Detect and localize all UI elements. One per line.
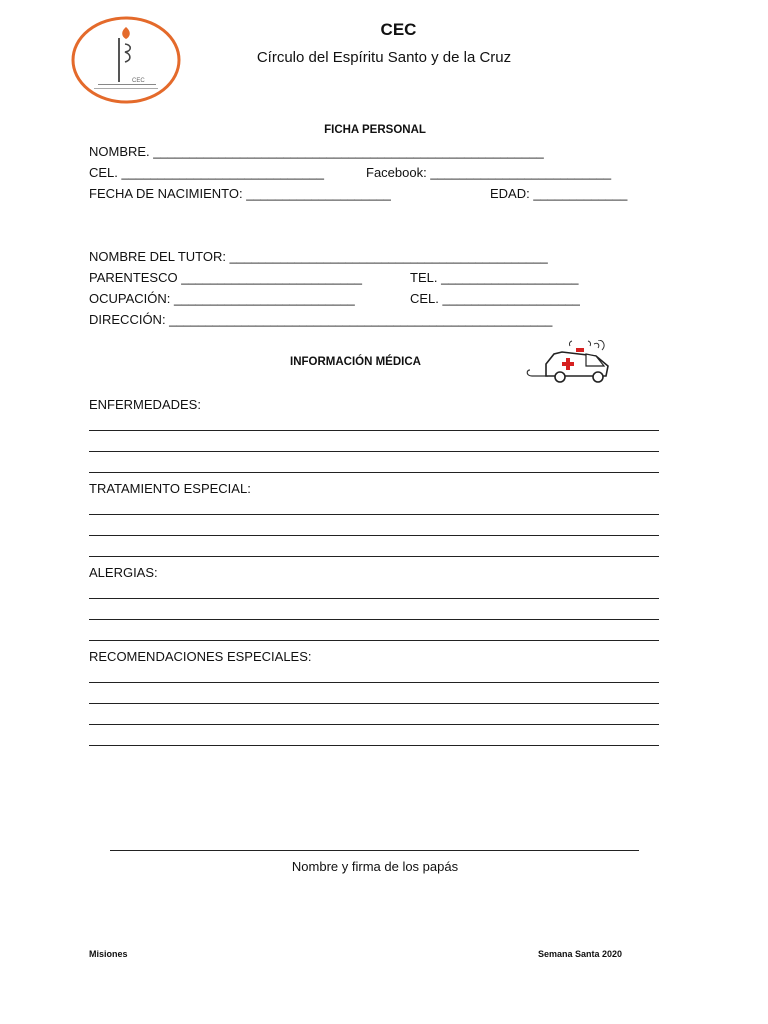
ambulance-icon [524, 340, 612, 384]
treatment-line-1[interactable] [89, 514, 659, 515]
occupation-field[interactable]: OCUPACIÓN: _________________________ [89, 291, 355, 306]
personal-section-title: FICHA PERSONAL [324, 124, 426, 136]
footer-left: Misiones [89, 949, 128, 959]
recommendations-line-3[interactable] [89, 724, 659, 725]
svg-text:CEC: CEC [132, 78, 145, 84]
recommendations-line-4[interactable] [89, 745, 659, 746]
signature-label: Nombre y firma de los papás [291, 859, 459, 874]
recommendations-label: RECOMENDACIONES ESPECIALES: [89, 649, 312, 664]
phone-field[interactable]: CEL. ____________________________ [89, 165, 324, 180]
tutor-name-field[interactable]: NOMBRE DEL TUTOR: ____________________________________________ [89, 249, 548, 264]
org-full-name: Círculo del Espíritu Santo y de la Cruz [256, 49, 512, 66]
allergies-line-2[interactable] [89, 619, 659, 620]
tutor-phone-field[interactable]: TEL. ___________________ [410, 270, 579, 285]
allergies-label: ALERGIAS: [89, 565, 158, 580]
medical-section-title: INFORMACIÓN MÉDICA [290, 356, 421, 368]
facebook-field[interactable]: Facebook: _________________________ [366, 165, 612, 180]
illnesses-line-3[interactable] [89, 472, 659, 473]
address-field[interactable]: DIRECCIÓN: _____________________________________________________ [89, 312, 553, 327]
age-field[interactable]: EDAD: _____________ [490, 186, 628, 201]
treatment-line-3[interactable] [89, 556, 659, 557]
treatment-label: TRATAMIENTO ESPECIAL: [89, 481, 251, 496]
name-field[interactable]: NOMBRE. ______________________________________________________ [89, 144, 544, 159]
allergies-line-1[interactable] [89, 598, 659, 599]
treatment-line-2[interactable] [89, 535, 659, 536]
tutor-cell-field[interactable]: CEL. ___________________ [410, 291, 580, 306]
recommendations-line-1[interactable] [89, 682, 659, 683]
recommendations-line-2[interactable] [89, 703, 659, 704]
org-short-name: CEC [380, 20, 417, 39]
relationship-field[interactable]: PARENTESCO _________________________ [89, 270, 362, 285]
illnesses-line-1[interactable] [89, 430, 659, 431]
illnesses-line-2[interactable] [89, 451, 659, 452]
signature-line[interactable] [110, 850, 639, 851]
illnesses-label: ENFERMEDADES: [89, 397, 201, 412]
allergies-line-3[interactable] [89, 640, 659, 641]
footer-right: Semana Santa 2020 [538, 949, 623, 959]
birthdate-field[interactable]: FECHA DE NACIMIENTO: ____________________ [89, 186, 391, 201]
